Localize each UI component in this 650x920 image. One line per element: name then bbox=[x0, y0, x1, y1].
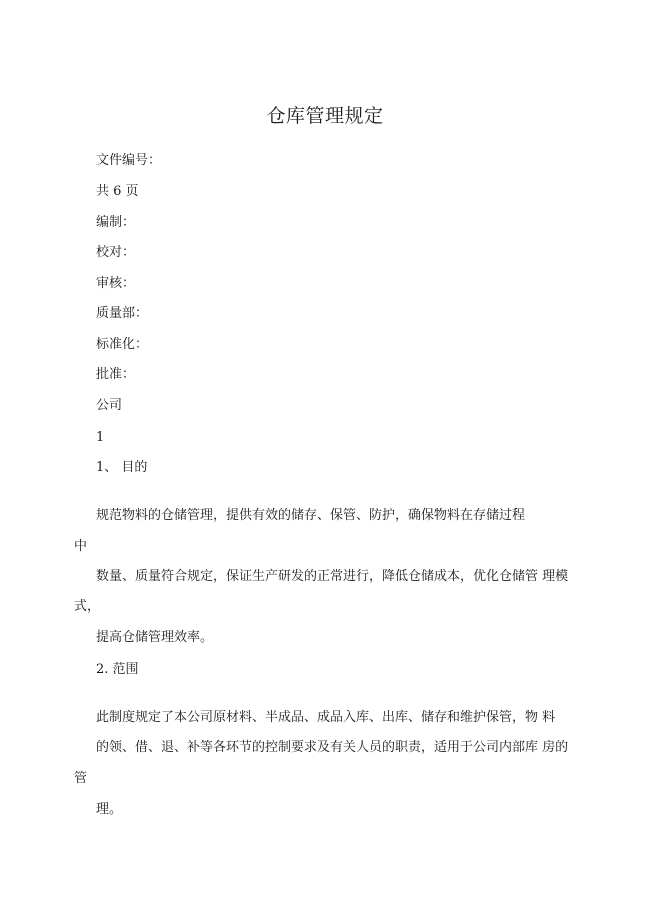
purpose-paragraph-line: 数量、质量符合规定，保证生产研发的正常进行，降低仓储成本，优化仓储管 理模 bbox=[96, 569, 569, 584]
document-title: 仓库管理规定 bbox=[266, 105, 384, 127]
scope-paragraph-line: 的领、借、退、补等各环节的控制要求及有关人员的职责，适用于公司内部库 房的 bbox=[96, 740, 569, 755]
compiled-by-label: 编制： bbox=[96, 215, 136, 230]
page-number: 1 bbox=[96, 430, 105, 445]
reviewed-by-label: 审核： bbox=[96, 276, 136, 291]
section-scope-heading: 2. 范围 bbox=[96, 662, 139, 677]
scope-paragraph-line: 此制度规定了本公司原材料、半成品、成品入库、出库、储存和维护保管，物 料 bbox=[96, 710, 556, 725]
proofread-by-label: 校对： bbox=[96, 245, 136, 260]
approved-by-label: 批准： bbox=[96, 367, 136, 382]
standardization-label: 标准化： bbox=[96, 337, 149, 352]
scope-paragraph-line: 管 bbox=[74, 771, 88, 786]
scope-paragraph-line: 理。 bbox=[96, 802, 123, 817]
purpose-paragraph-line: 提高仓储管理效率。 bbox=[96, 630, 214, 645]
page-count: 共 6 页 bbox=[96, 184, 139, 199]
company-label: 公司 bbox=[96, 398, 123, 413]
file-number-label: 文件编号： bbox=[96, 153, 162, 168]
quality-dept-label: 质量部： bbox=[96, 306, 149, 321]
purpose-paragraph-line: 中 bbox=[74, 539, 88, 554]
section-purpose-heading: 1、 目的 bbox=[96, 460, 148, 475]
purpose-paragraph-line: 规范物料的仓储管理，提供有效的储存、保管、防护，确保物料在存储过程 bbox=[96, 508, 526, 523]
purpose-paragraph-line: 式， bbox=[74, 599, 101, 614]
